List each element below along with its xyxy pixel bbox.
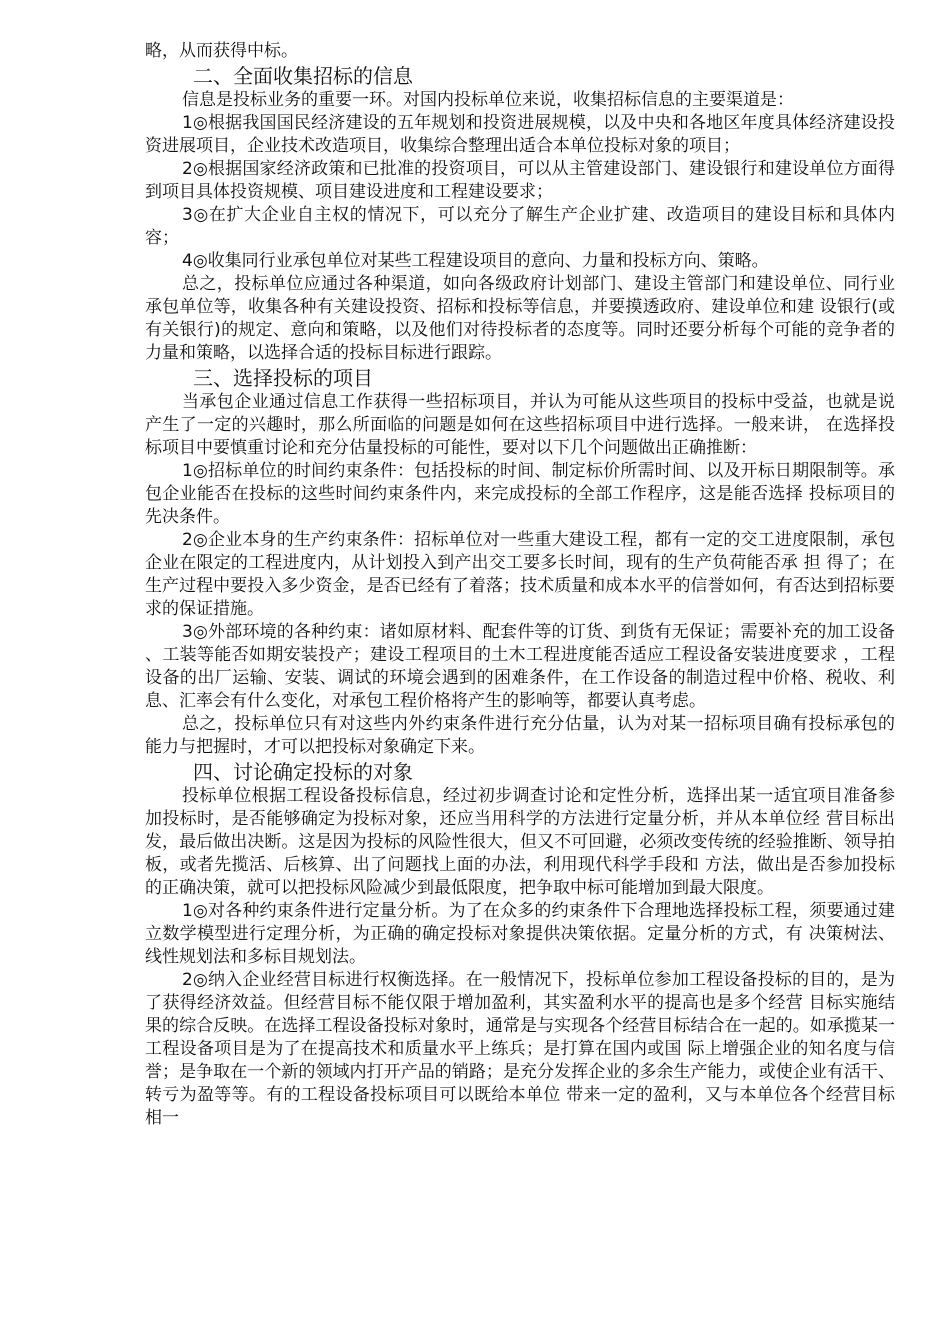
paragraph: 当承包企业通过信息工作获得一些招标项目，并认为可能从这些项目的投标中受益，也就是说产生了一定的兴趣时，那么所面临的问题是如何在这些招标项目中进行选择。一般来讲， 在选择投标项目中要慎重讨论和充分估量投标的可能性，要对以下几个问题做出正确推断： xyxy=(145,392,895,458)
paragraph: 2◎企业本身的生产约束条件：招标单位对一些重大建设工程，都有一定的交工进度限制，承包企业在限定的工程进度内，从计划投入到产出交工要多长时间，现有的生产负荷能否承 担 得了；在生产过程中要投入多少资金，是否已经有了着落；技术质量和成本水平的信誉如何，有否达到招标要求的保证措施。 xyxy=(145,530,895,619)
paragraph: 总之，投标单位应通过各种渠道，如向各级政府计划部门、建设主管部门和建设单位、同行业承包单位等，收集各种有关建设投资、招标和投标等信息，并要摸透政府、建设单位和建 设银行(或有关银行)的规定、意向和策略，以及他们对待投标者的态度等。同时还要分析每个可能的竞争者的力量和策略，以选择合适的投标目标进行跟踪。 xyxy=(145,274,895,363)
section-heading: 三、选择投标的项目 xyxy=(193,366,373,390)
paragraph: 信息是投标业务的重要一环。对国内投标单位来说，收集招标信息的主要渠道是： xyxy=(182,90,794,110)
paragraph: 总之，投标单位只有对这些内外约束条件进行充分估量，认为对某一招标项目确有投标承包的能力与把握时，才可以把投标对象确定下来。 xyxy=(145,714,895,757)
paragraph: 略，从而获得中标。 xyxy=(145,41,298,61)
paragraph: 4◎收集同行业承包单位对某些工程建设项目的意向、力量和投标方向、策略。 xyxy=(182,251,769,271)
section-heading: 四、讨论确定投标的对象 xyxy=(193,760,413,784)
paragraph: 3◎外部环境的各种约束：诸如原材料、配套件等的订货、到货有无保证；需要补充的加工设备 、工装等能否如期安装投产；建设工程项目的土木工程进度能否适应工程设备安装进度要求 ，工程设备的出厂运输、安装、调试的环境会遇到的困难条件，在工作设备的制造过程中价格、税收、利息、汇率会有什么变化，对承包工程价格将产生的影响等，都要认真考虑。 xyxy=(145,622,895,711)
document-body xyxy=(145,40,895,1130)
paragraph: 1◎根据我国国民经济建设的五年规划和投资进展规模，以及中央和各地区年度具体经济建设投资进展项目，企业技术改造项目，收集综合整理出适合本单位投标对象的项目； xyxy=(145,113,895,156)
paragraph: 1◎对各种约束条件进行定量分析。为了在众多的约束条件下合理地选择投标工程，须要通过建立数学模型进行定理分析，为正确的确定投标对象提供决策依据。定量分析的方式，有 决策树法、线性规划法和多标目规划法。 xyxy=(145,901,895,967)
paragraph: 2◎根据国家经济政策和已批准的投资项目，可以从主管建设部门、建设银行和建设单位方面得到项目具体投资规模、项目建设进度和工程建设要求； xyxy=(145,159,895,202)
paragraph: 1◎招标单位的时间约束条件：包括投标的时间、制定标价所需时间、以及开标日期限制等。承包企业能否在投标的这些时间约束条件内，来完成投标的全部工作程序，这是能否选择 投标项目的先决条件。 xyxy=(145,461,895,527)
paragraph: 2◎纳入企业经营目标进行权衡选择。在一般情况下，投标单位参加工程设备投标的目的，是为了获得经济效益。但经营目标不能仅限于增加盈利，其实盈利水平的提高也是多个经营 目标实施结果的综合反映。在选择工程设备投标对象时，通常是与实现各个经营目标结合在一起的。如承揽某一工程设备项目是为了在提高技术和质量水平上练兵；是打算在国内或国 际上增强企业的知名度与信誉；是争取在一个新的领域内打开产品的销路；是充分发挥企业的多余生产能力，或使企业有活干、转亏为盈等等。有的工程设备投标项目可以既给本单位 带来一定的盈利，又与本单位各个经营目标相一 xyxy=(145,970,895,1128)
paragraph: 投标单位根据工程设备投标信息，经过初步调查讨论和定性分析，选择出某一适宜项目准备参加投标时，是否能够确定为投标对象，还应当用科学的方法进行定量分析，并从本单位经 营目标出发，最后做出决断。这是因为投标的风险性很大，但又不可回避，必须改变传统的经验推断、领导拍板，或者先揽活、后核算、出了问题找上面的办法，利用现代科学手段和 方法，做出是否参加投标的正确决策，就可以把投标风险减少到最低限度，把争取中标可能增加到最大限度。 xyxy=(145,786,895,898)
section-heading: 二、全面收集招标的信息 xyxy=(193,64,413,88)
paragraph: 3◎在扩大企业自主权的情况下，可以充分了解生产企业扩建、改造项目的建设目标和具体内容； xyxy=(145,205,895,248)
